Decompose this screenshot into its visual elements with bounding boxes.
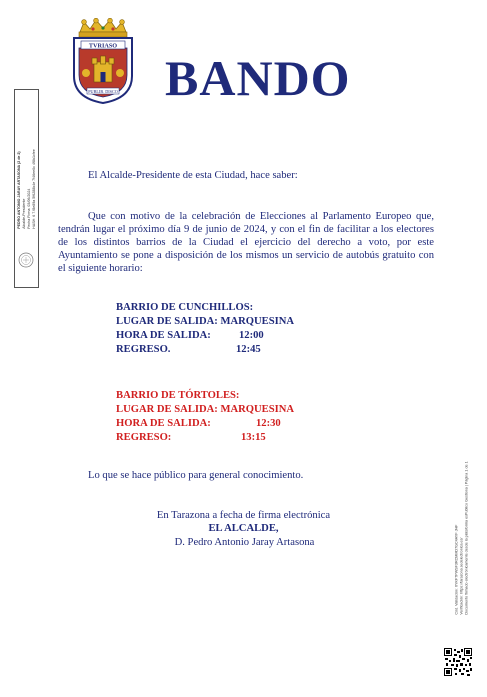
page-title: BANDO bbox=[165, 50, 351, 106]
signatory-name: D. Pedro Antonio Jaray Artasona bbox=[174, 537, 315, 548]
regreso-label: REGRESO. bbox=[116, 344, 171, 355]
hora-row bbox=[116, 417, 376, 431]
body-paragraph: Que con motivo de la celebración de Elecciones al Parlamento Europeo que, tendrán lugar el próximo día 9 de junio de 2024, y con el fin de facilitar a los electores de los distintos barrios de la Ciudad el ejercicio del derecho a voto, por este Ayuntamiento se pone a disposición de los mismos un servicio de autobús gratuito con el siguiente horario: bbox=[58, 211, 434, 274]
verification-text bbox=[455, 461, 470, 614]
round-seal-icon bbox=[18, 252, 34, 273]
regreso-label: REGRESO: bbox=[116, 432, 172, 443]
verification-line-3: Documento firmado electrónicamente desde la plataforma esPublico Gestiona | Página 1 de 1 bbox=[464, 460, 469, 615]
barrio-label: BARRIO DE CUNCHILLOS: bbox=[116, 302, 254, 313]
hora-label: HORA DE SALIDA: bbox=[116, 418, 211, 429]
verification-strip bbox=[452, 430, 472, 645]
schedule-block-tortoles bbox=[116, 389, 376, 445]
barrio-label: BARRIO DE TÓRTOLES: bbox=[116, 390, 240, 401]
hora-value: 12:00 bbox=[239, 330, 264, 341]
intro-line: El Alcalde-Presidente de esta Ciudad, hace saber: bbox=[88, 170, 298, 181]
stamp-line-3: Fecha Firma: 03/06/2024 bbox=[26, 188, 31, 229]
schedule-block-cunchillos bbox=[116, 301, 376, 357]
crest-scroll-text: TVRIASO bbox=[88, 42, 118, 50]
signature-block bbox=[0, 509, 487, 549]
regreso-row bbox=[116, 431, 376, 445]
hora-row bbox=[116, 329, 376, 343]
crest-bottom-text: PUBLIB. DISCO bbox=[88, 89, 118, 94]
place-date: En Tarazona a fecha de firma electrónica bbox=[156, 510, 331, 521]
hora-label: HORA DE SALIDA: bbox=[116, 330, 211, 341]
hora-value: 12:30 bbox=[256, 418, 281, 429]
lugar-label: LUGAR DE SALIDA: MARQUESINA bbox=[116, 316, 295, 327]
coat-of-arms-icon bbox=[70, 18, 136, 104]
regreso-value: 13:15 bbox=[241, 432, 266, 443]
closing-line: Lo que se hace público para general conocimiento. bbox=[88, 470, 304, 481]
signature-stamp-text bbox=[17, 149, 37, 229]
verification-line-1: Cód. Validación: 6YKF7PWSF3RCMMD7GC4AYF JHF bbox=[454, 524, 459, 615]
verification-line-2: Verificación: https://tarazona.sedelectronica.es/ bbox=[459, 537, 464, 615]
qr-code-icon[interactable] bbox=[444, 648, 472, 676]
stamp-line-4: HASH: 6 7.f8e89a 5f6288b4e 7f46ee0c 4f8b1cfee bbox=[31, 148, 36, 229]
stamp-line-2: Alcalde-Presidente bbox=[21, 198, 26, 229]
regreso-value: 12:45 bbox=[236, 344, 261, 355]
lugar-label: LUGAR DE SALIDA: MARQUESINA bbox=[116, 404, 295, 415]
regreso-row bbox=[116, 343, 376, 357]
stamp-line-1: PEDRO ANTONIO JARAY ARTASONA (2 de 2) bbox=[16, 150, 21, 229]
signatory-title: EL ALCALDE, bbox=[208, 523, 279, 534]
